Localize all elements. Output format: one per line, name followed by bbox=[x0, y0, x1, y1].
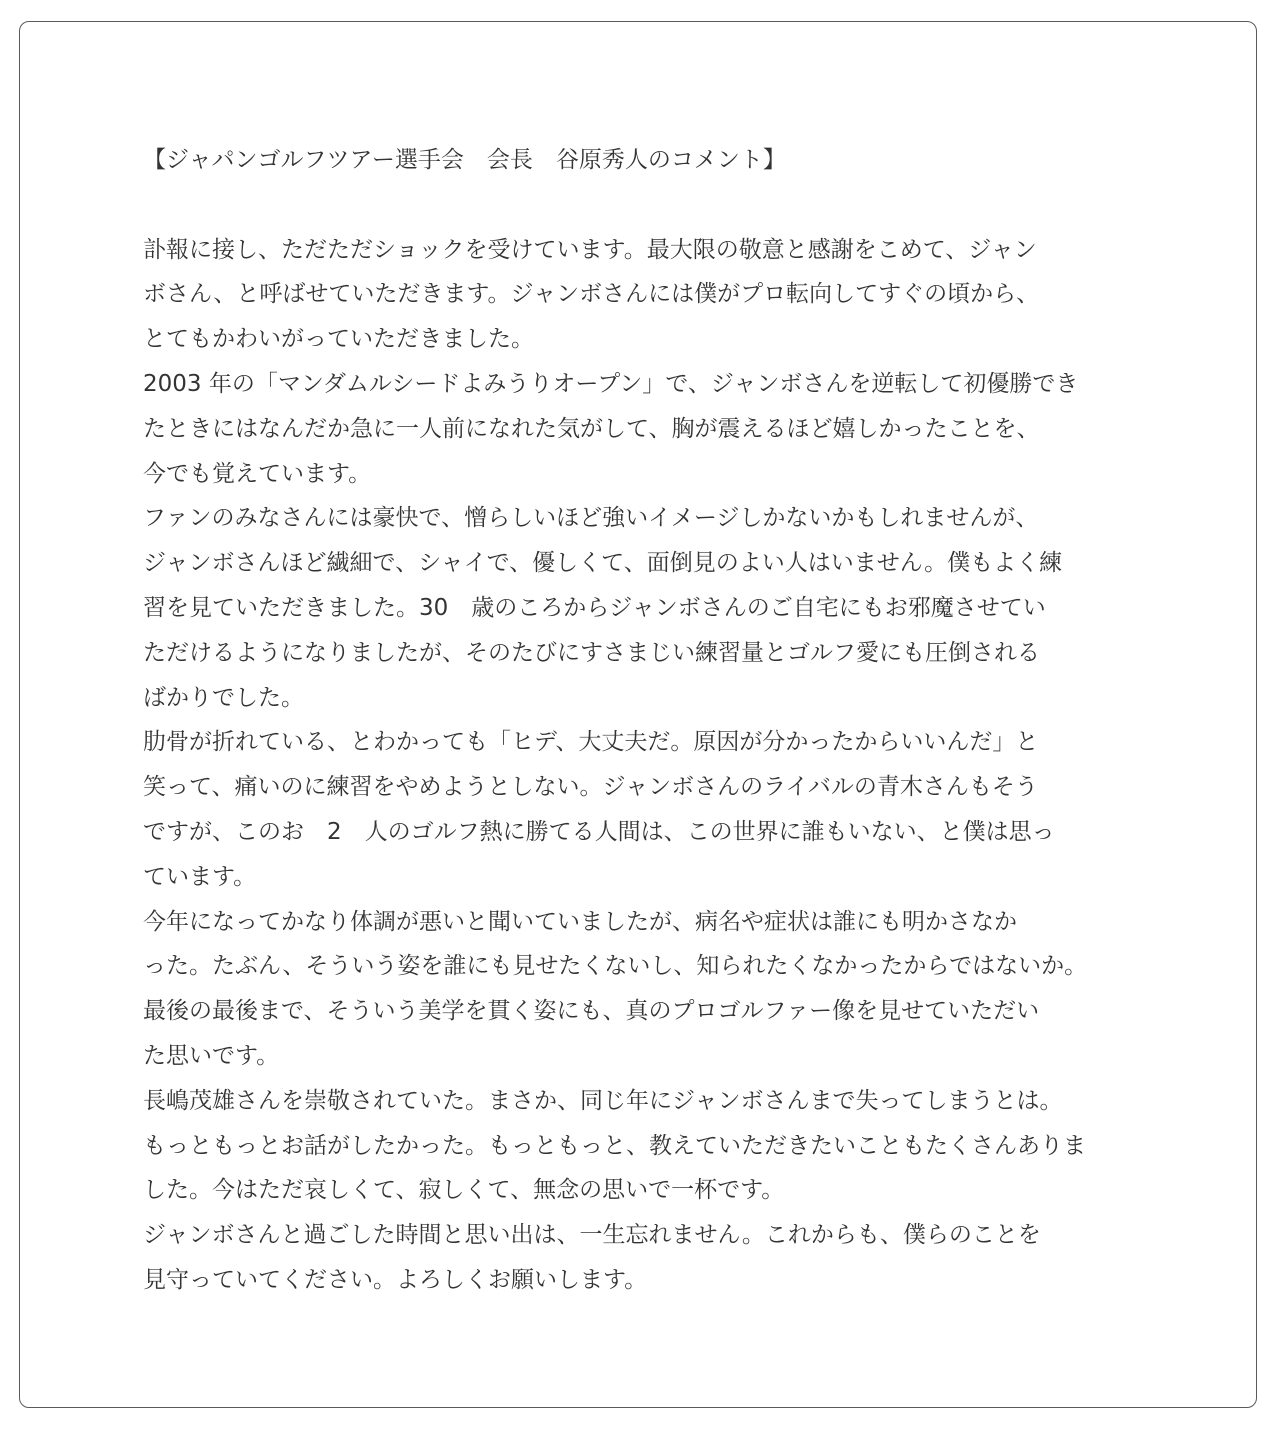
text-line: 訃報に接し、ただただショックを受けています。最大限の敬意と感謝をこめて、ジャン bbox=[143, 236, 1037, 263]
text-line: ジャンボさんほど繊細で、シャイで、優しくて、面倒見のよい人はいません。僕もよく練 bbox=[143, 550, 1063, 577]
text-line: ファンのみなさんには豪快で、憎らしいほど強いイメージしかないかもしれませんが、 bbox=[143, 505, 1039, 532]
text-line: ただけるようになりましたが、そのたびにすさまじい練習量とゴルフ愛にも圧倒される bbox=[143, 639, 1040, 666]
text-line: 2003 年の「マンダムルシードよみうりオープン」で、ジャンボさんを逆転して初優勝でき bbox=[143, 370, 1079, 397]
text-line: ジャンボさんと過ごした時間と思い出は、一生忘れません。これからも、僕らのことを bbox=[143, 1222, 1041, 1249]
text-line: とてもかわいがっていただきました。 bbox=[143, 326, 534, 353]
comment-text bbox=[143, 138, 1153, 1303]
text-line: ボさん、と呼ばせていただきます。ジャンボさんには僕がプロ転向してすぐの頃から、 bbox=[143, 281, 1040, 308]
text-line: たときにはなんだか急に一人前になれた気がして、胸が震えるほど嬉しかったことを、 bbox=[143, 415, 1040, 442]
text-line: ですが、このお 2 人のゴルフ熱に勝てる人間は、この世界に誰もいない、と僕は思っ bbox=[143, 818, 1055, 845]
text-line: 見守っていてください。よろしくお願いします。 bbox=[143, 1266, 648, 1293]
comment-title: 【ジャパンゴルフツアー選手会 会長 谷原秀人のコメント】 bbox=[143, 147, 786, 173]
text-line: 最後の最後まで、そういう美学を貫く姿にも、真のプロゴルファー像を見せていただい bbox=[143, 998, 1040, 1025]
text-line: 今年になってかなり体調が悪いと聞いていましたが、病名や症状は誰にも明かさなか bbox=[143, 908, 1017, 935]
text-line: 肋骨が折れている、とわかっても「ヒデ、大丈夫だ。原因が分かったからいいんだ」と bbox=[143, 729, 1039, 756]
text-line: 長嶋茂雄さんを崇敬されていた。まさか、同じ年にジャンボさんまで失ってしまうとは。 bbox=[143, 1087, 1063, 1114]
text-line: った。たぶん、そういう姿を誰にも見せたくないし、知られたくなかったからではないか。 bbox=[143, 953, 1088, 980]
text-line: ています。 bbox=[143, 863, 257, 890]
text-line: 笑って、痛いのに練習をやめようとしない。ジャンボさんのライバルの青木さんもそう bbox=[143, 774, 1038, 801]
text-line: もっともっとお話がしたかった。もっともっと、教えていただきたいこともたくさんありま bbox=[143, 1132, 1086, 1159]
text-line: た思いです。 bbox=[143, 1042, 280, 1069]
text-line: ばかりでした。 bbox=[143, 684, 304, 711]
text-line: 今でも覚えています。 bbox=[143, 460, 372, 487]
text-line: 習を見ていただきました。30 歳のころからジャンボさんのご自宅にもお邪魔させてい bbox=[143, 594, 1046, 621]
text-line: した。今はただ哀しくて、寂しくて、無念の思いで一杯です。 bbox=[143, 1177, 785, 1204]
